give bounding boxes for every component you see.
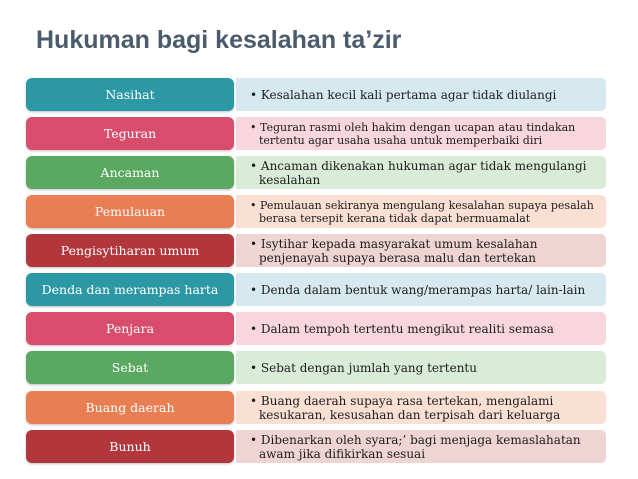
row-description: • Sebat dengan jumlah yang tertentu (236, 351, 606, 384)
row-denda-dan-merampas-harta (26, 273, 608, 306)
row-label: Ancaman (26, 156, 234, 189)
row-ancaman (26, 156, 608, 189)
row-label: Denda dan merampas harta (26, 273, 234, 306)
row-sebat (26, 351, 608, 384)
row-description: • Ancaman dikenakan hukuman agar tidak mengulangi kesalahan (236, 156, 606, 189)
row-penjara (26, 312, 608, 345)
row-buang-daerah (26, 391, 608, 424)
row-nasihat (26, 78, 608, 111)
row-teguran (26, 117, 608, 150)
row-bunuh (26, 430, 608, 463)
row-label: Teguran (26, 117, 234, 150)
row-description: • Isytihar kepada masyarakat umum kesalahan penjenayah supaya berasa malu dan tertekan (236, 234, 606, 267)
row-label: Pemulauan (26, 195, 234, 228)
row-description: • Kesalahan kecil kali pertama agar tidak diulangi (236, 78, 606, 111)
row-pengisytiharan-umum (26, 234, 608, 267)
row-description: • Denda dalam bentuk wang/merampas harta/ lain-lain (236, 273, 606, 306)
row-label: Bunuh (26, 430, 234, 463)
row-label: Sebat (26, 351, 234, 384)
row-description: • Teguran rasmi oleh hakim dengan ucapan atau tindakan tertentu agar usaha usaha untuk memperbaiki diri (236, 117, 606, 150)
row-description: • Dibenarkan oleh syara;’ bagi menjaga kemaslahatan awam jika difikirkan sesuai (236, 430, 606, 463)
row-label: Buang daerah (26, 391, 234, 424)
row-label: Pengisytiharan umum (26, 234, 234, 267)
row-description: • Pemulauan sekiranya mengulang kesalahan supaya pesalah berasa tersepit kerana tidak dapat bermuamalat (236, 195, 606, 228)
row-description: • Dalam tempoh tertentu mengikut realiti semasa (236, 312, 606, 345)
slide-title: Hukuman bagi kesalahan ta’zir (36, 26, 402, 54)
row-description: • Buang daerah supaya rasa tertekan, mengalami kesukaran, kesusahan dan terpisah dari keluarga (236, 391, 606, 424)
row-label: Penjara (26, 312, 234, 345)
row-pemulauan (26, 195, 608, 228)
row-label: Nasihat (26, 78, 234, 111)
